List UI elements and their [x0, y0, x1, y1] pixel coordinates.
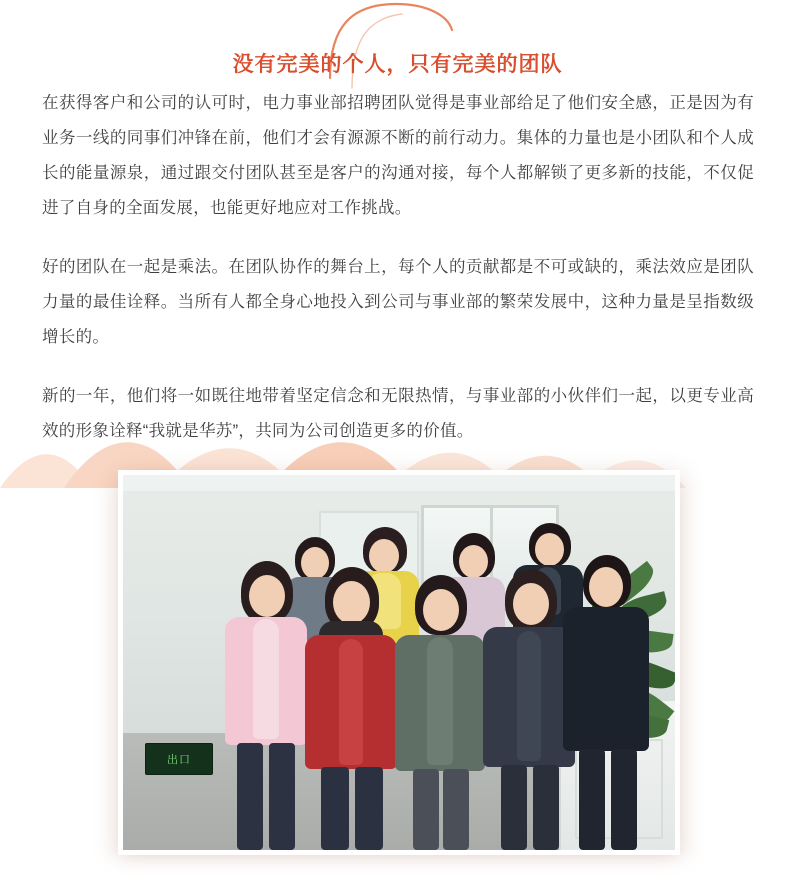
team-photo-frame: [118, 470, 680, 855]
person-front-1: [223, 561, 309, 850]
paragraph-1: 在获得客户和公司的认可时，电力事业部招聘团队觉得是事业部给足了他们安全感，正是因为有业务一线的同事们冲锋在前，他们才会有源源不断的前行动力。集体的力量也是小团队和个人成长的能量源泉，通过跟交付团队甚至是客户的沟通对接，每个人都解锁了更多新的技能，不仅促进了自身的全面发展，也能更好地应对工作挑战。: [42, 94, 754, 217]
person-front-3: [395, 575, 485, 850]
page-title: 没有完美的个人，只有完美的团队: [232, 53, 563, 77]
photo-ceiling: [123, 475, 675, 491]
paragraph-3: 新的一年，他们将一如既往地带着坚定信念和无限热情，与事业部的小伙伴们一起，以更专业高效的形象诠释“我就是华苏”，共同为公司创造更多的价值。: [42, 387, 754, 440]
headline-container: [0, 38, 795, 91]
person-front-5: [563, 555, 649, 850]
exit-sign-label: 出口: [167, 754, 191, 766]
exit-sign: [145, 743, 213, 775]
team-photo: [123, 475, 675, 850]
paragraph-2: 好的团队在一起是乘法。在团队协作的舞台上，每个人的贡献都是不可或缺的，乘法效应是团队力量的最佳诠释。当所有人都全身心地投入到公司与事业部的繁荣发展中，这种力量是呈指数级增长的。: [42, 258, 754, 346]
person-front-4: [483, 569, 575, 850]
bottom-fade: [0, 850, 795, 890]
person-front-2: [305, 567, 397, 850]
article-body: [42, 86, 754, 473]
